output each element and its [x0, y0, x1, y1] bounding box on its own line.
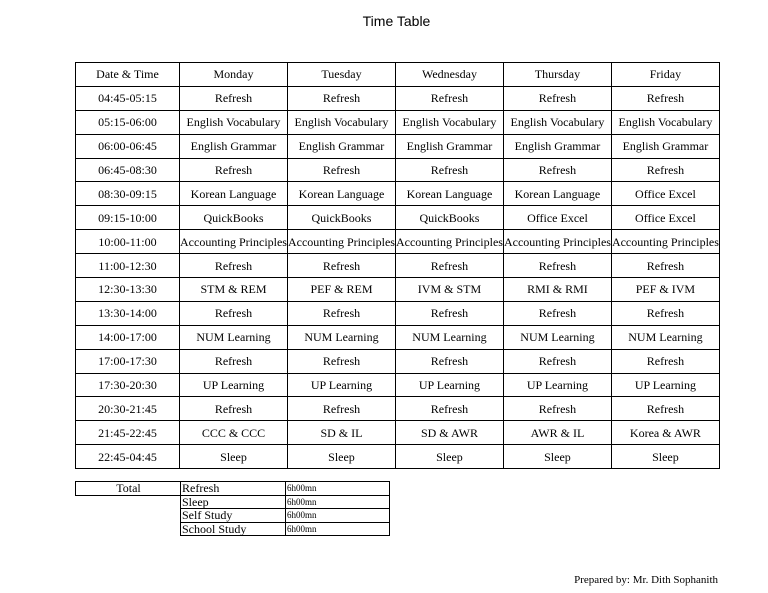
- activity-cell: Accounting Principles: [611, 230, 719, 254]
- activity-cell: Sleep: [287, 445, 395, 469]
- table-row: [76, 373, 720, 397]
- page-title: Time Table: [362, 13, 431, 29]
- activity-cell: UP Learning: [395, 373, 503, 397]
- header-day: Tuesday: [287, 63, 395, 87]
- activity-cell: Refresh: [287, 254, 395, 278]
- activity-cell: English Grammar: [503, 134, 611, 158]
- activity-cell: Refresh: [611, 301, 719, 325]
- prepared-by: Prepared by: Mr. Dith Sophanith: [574, 574, 718, 586]
- time-cell: 14:00-17:00: [76, 325, 180, 349]
- activity-cell: Accounting Principles: [395, 230, 503, 254]
- activity-cell: Refresh: [611, 349, 719, 373]
- activity-cell: Office Excel: [611, 206, 719, 230]
- activity-cell: Accounting Principles: [503, 230, 611, 254]
- activity-cell: English Grammar: [395, 134, 503, 158]
- activity-cell: English Vocabulary: [287, 110, 395, 134]
- activity-cell: Refresh: [395, 301, 503, 325]
- activity-cell: AWR & IL: [503, 421, 611, 445]
- total-label: Total: [76, 482, 181, 496]
- activity-cell: Refresh: [180, 349, 288, 373]
- totals-row: [76, 522, 390, 536]
- blank-cell: [76, 495, 181, 509]
- activity-cell: Refresh: [287, 397, 395, 421]
- activity-cell: NUM Learning: [180, 325, 288, 349]
- time-cell: 10:00-11:00: [76, 230, 180, 254]
- activity-cell: Refresh: [287, 158, 395, 182]
- activity-cell: NUM Learning: [287, 325, 395, 349]
- total-value: 6h00mn: [286, 509, 390, 523]
- table-row: [76, 445, 720, 469]
- time-cell: 04:45-05:15: [76, 86, 180, 110]
- header-day: Wednesday: [395, 63, 503, 87]
- activity-cell: UP Learning: [287, 373, 395, 397]
- activity-cell: NUM Learning: [503, 325, 611, 349]
- totals-row: [76, 482, 390, 496]
- totals-row: [76, 495, 390, 509]
- activity-cell: Refresh: [611, 254, 719, 278]
- time-cell: 05:15-06:00: [76, 110, 180, 134]
- activity-cell: Refresh: [180, 397, 288, 421]
- activity-cell: Refresh: [611, 86, 719, 110]
- blank-cell: [76, 522, 181, 536]
- timetable: [75, 62, 720, 469]
- activity-cell: English Vocabulary: [395, 110, 503, 134]
- activity-cell: Refresh: [503, 397, 611, 421]
- activity-cell: CCC & CCC: [180, 421, 288, 445]
- activity-cell: Refresh: [395, 397, 503, 421]
- time-cell: 12:30-13:30: [76, 278, 180, 302]
- activity-cell: English Vocabulary: [503, 110, 611, 134]
- table-row: [76, 110, 720, 134]
- activity-cell: QuickBooks: [395, 206, 503, 230]
- activity-cell: Refresh: [395, 254, 503, 278]
- time-cell: 21:45-22:45: [76, 421, 180, 445]
- table-row: [76, 325, 720, 349]
- time-cell: 22:45-04:45: [76, 445, 180, 469]
- activity-cell: Refresh: [611, 158, 719, 182]
- activity-cell: Korean Language: [503, 182, 611, 206]
- header-day: Friday: [611, 63, 719, 87]
- totals-row: [76, 509, 390, 523]
- activity-cell: Sleep: [503, 445, 611, 469]
- header-row: [76, 63, 720, 87]
- activity-cell: Refresh: [180, 301, 288, 325]
- activity-cell: Korean Language: [287, 182, 395, 206]
- time-cell: 08:30-09:15: [76, 182, 180, 206]
- activity-cell: PEF & REM: [287, 278, 395, 302]
- total-category: School Study: [181, 522, 286, 536]
- activity-cell: Refresh: [287, 301, 395, 325]
- header-day: Monday: [180, 63, 288, 87]
- activity-cell: SD & IL: [287, 421, 395, 445]
- activity-cell: Accounting Principles: [180, 230, 288, 254]
- total-category: Refresh: [181, 482, 286, 496]
- activity-cell: RMI & RMI: [503, 278, 611, 302]
- activity-cell: Korea & AWR: [611, 421, 719, 445]
- total-value: 6h00mn: [286, 522, 390, 536]
- table-row: [76, 230, 720, 254]
- activity-cell: English Grammar: [287, 134, 395, 158]
- activity-cell: STM & REM: [180, 278, 288, 302]
- time-cell: 17:00-17:30: [76, 349, 180, 373]
- total-category: Sleep: [181, 495, 286, 509]
- table-row: [76, 182, 720, 206]
- activity-cell: Office Excel: [611, 182, 719, 206]
- activity-cell: Korean Language: [395, 182, 503, 206]
- activity-cell: Refresh: [611, 397, 719, 421]
- activity-cell: QuickBooks: [180, 206, 288, 230]
- activity-cell: Refresh: [180, 86, 288, 110]
- activity-cell: Refresh: [395, 158, 503, 182]
- activity-cell: English Grammar: [180, 134, 288, 158]
- table-row: [76, 397, 720, 421]
- time-cell: 11:00-12:30: [76, 254, 180, 278]
- activity-cell: Accounting Principles: [287, 230, 395, 254]
- activity-cell: Korean Language: [180, 182, 288, 206]
- blank-cell: [76, 509, 181, 523]
- activity-cell: Office Excel: [503, 206, 611, 230]
- time-cell: 17:30-20:30: [76, 373, 180, 397]
- activity-cell: Refresh: [180, 254, 288, 278]
- table-row: [76, 206, 720, 230]
- activity-cell: PEF & IVM: [611, 278, 719, 302]
- header-time: Date & Time: [76, 63, 180, 87]
- activity-cell: UP Learning: [611, 373, 719, 397]
- activity-cell: Refresh: [503, 86, 611, 110]
- table-row: [76, 254, 720, 278]
- activity-cell: UP Learning: [503, 373, 611, 397]
- table-row: [76, 349, 720, 373]
- activity-cell: Refresh: [395, 349, 503, 373]
- activity-cell: Refresh: [503, 158, 611, 182]
- table-row: [76, 86, 720, 110]
- activity-cell: Refresh: [180, 158, 288, 182]
- table-row: [76, 278, 720, 302]
- activity-cell: NUM Learning: [611, 325, 719, 349]
- total-value: 6h00mn: [286, 495, 390, 509]
- activity-cell: IVM & STM: [395, 278, 503, 302]
- activity-cell: Refresh: [503, 301, 611, 325]
- activity-cell: Sleep: [180, 445, 288, 469]
- activity-cell: English Vocabulary: [611, 110, 719, 134]
- activity-cell: Sleep: [611, 445, 719, 469]
- total-value: 6h00mn: [286, 482, 390, 496]
- activity-cell: Refresh: [503, 254, 611, 278]
- activity-cell: SD & AWR: [395, 421, 503, 445]
- time-cell: 13:30-14:00: [76, 301, 180, 325]
- activity-cell: NUM Learning: [395, 325, 503, 349]
- table-row: [76, 134, 720, 158]
- activity-cell: Refresh: [395, 86, 503, 110]
- activity-cell: Refresh: [287, 86, 395, 110]
- time-cell: 06:45-08:30: [76, 158, 180, 182]
- totals-table: [75, 481, 390, 536]
- time-cell: 20:30-21:45: [76, 397, 180, 421]
- activity-cell: Refresh: [503, 349, 611, 373]
- time-cell: 09:15-10:00: [76, 206, 180, 230]
- activity-cell: English Grammar: [611, 134, 719, 158]
- activity-cell: Sleep: [395, 445, 503, 469]
- table-row: [76, 421, 720, 445]
- activity-cell: QuickBooks: [287, 206, 395, 230]
- activity-cell: English Vocabulary: [180, 110, 288, 134]
- total-category: Self Study: [181, 509, 286, 523]
- activity-cell: UP Learning: [180, 373, 288, 397]
- header-day: Thursday: [503, 63, 611, 87]
- table-row: [76, 158, 720, 182]
- table-row: [76, 301, 720, 325]
- activity-cell: Refresh: [287, 349, 395, 373]
- time-cell: 06:00-06:45: [76, 134, 180, 158]
